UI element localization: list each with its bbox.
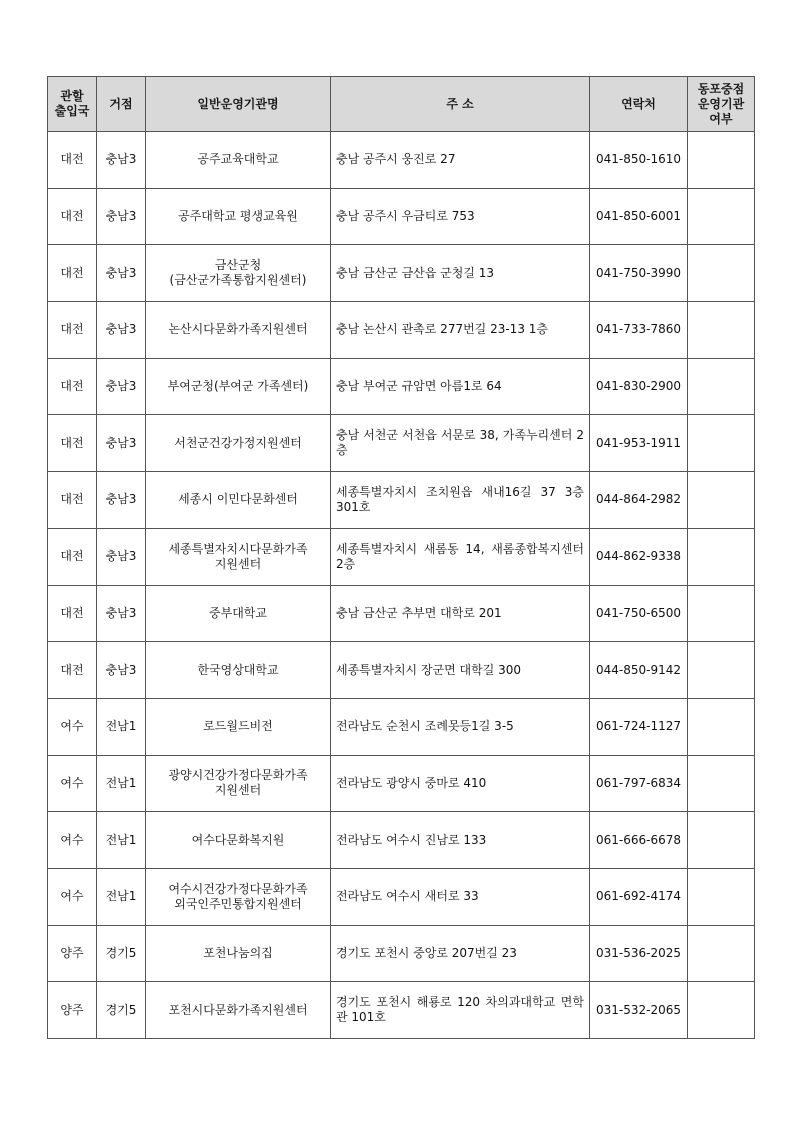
cell-address: 충남 금산군 금산읍 군청길 13 — [331, 245, 590, 302]
table-row — [48, 585, 755, 642]
cell-office: 여수 — [48, 698, 97, 755]
cell-org: 논산시다문화가족지원센터 — [146, 302, 331, 359]
cell-org: 서천군건강가정지원센터 — [146, 415, 331, 472]
header-base: 거점 — [97, 77, 146, 132]
cell-org — [146, 528, 331, 585]
cell-office: 대전 — [48, 642, 97, 699]
cell-compatriot — [688, 868, 755, 925]
cell-address: 전라남도 여수시 새터로 33 — [331, 868, 590, 925]
cell-address: 세종특별자치시 조치원읍 새내16길 37 3층 301호 — [331, 472, 590, 529]
cell-address: 전라남도 순천시 조례못등1길 3-5 — [331, 698, 590, 755]
cell-base: 충남3 — [97, 472, 146, 529]
cell-compatriot — [688, 415, 755, 472]
cell-office: 대전 — [48, 528, 97, 585]
cell-phone: 041-750-6500 — [590, 585, 688, 642]
cell-address: 전라남도 광양시 중마로 410 — [331, 755, 590, 812]
cell-compatriot — [688, 528, 755, 585]
cell-compatriot — [688, 245, 755, 302]
cell-compatriot — [688, 755, 755, 812]
cell-org: 한국영상대학교 — [146, 642, 331, 699]
table-row — [48, 698, 755, 755]
cell-base: 경기5 — [97, 925, 146, 982]
cell-office: 여수 — [48, 812, 97, 869]
table-row — [48, 472, 755, 529]
cell-org: 공주대학교 평생교육원 — [146, 188, 331, 245]
table-row — [48, 755, 755, 812]
cell-base: 전남1 — [97, 812, 146, 869]
cell-phone: 061-666-6678 — [590, 812, 688, 869]
cell-office: 여수 — [48, 868, 97, 925]
table-row — [48, 132, 755, 189]
cell-org: 중부대학교 — [146, 585, 331, 642]
table-row — [48, 982, 755, 1039]
cell-phone: 041-830-2900 — [590, 358, 688, 415]
org-line: 지원센터 — [214, 556, 262, 571]
cell-phone: 061-797-6834 — [590, 755, 688, 812]
cell-base: 경기5 — [97, 982, 146, 1039]
cell-phone: 044-850-9142 — [590, 642, 688, 699]
cell-office: 여수 — [48, 755, 97, 812]
cell-org: 포천시다문화가족지원센터 — [146, 982, 331, 1039]
cell-base: 충남3 — [97, 415, 146, 472]
header-row — [48, 77, 755, 132]
institution-table — [47, 76, 755, 1039]
cell-compatriot — [688, 302, 755, 359]
cell-base: 충남3 — [97, 642, 146, 699]
org-line: 여수시건강가정다문화가족 — [168, 881, 308, 896]
cell-address: 충남 서천군 서천읍 서문로 38, 가족누리센터 2층 — [331, 415, 590, 472]
table-row — [48, 245, 755, 302]
cell-address: 경기도 포천시 해룡로 120 차의과대학교 면학관 101호 — [331, 982, 590, 1039]
cell-base: 전남1 — [97, 868, 146, 925]
org-line: 금산군청 — [214, 258, 262, 273]
cell-compatriot — [688, 982, 755, 1039]
cell-org — [146, 868, 331, 925]
cell-org: 포천나눔의집 — [146, 925, 331, 982]
cell-address: 세종특별자치시 새롬동 14, 새롬종합복지센터 2층 — [331, 528, 590, 585]
table-row — [48, 415, 755, 472]
org-line: 광양시건강가정다문화가족 — [168, 768, 308, 783]
table-row — [48, 642, 755, 699]
cell-compatriot — [688, 358, 755, 415]
table-row — [48, 358, 755, 415]
table-row — [48, 188, 755, 245]
cell-compatriot — [688, 585, 755, 642]
cell-org — [146, 245, 331, 302]
cell-address: 충남 논산시 관촉로 277번길 23-13 1층 — [331, 302, 590, 359]
cell-office: 대전 — [48, 132, 97, 189]
cell-address: 전라남도 여수시 진남로 133 — [331, 812, 590, 869]
cell-phone: 041-750-3990 — [590, 245, 688, 302]
cell-phone: 044-862-9338 — [590, 528, 688, 585]
cell-compatriot — [688, 472, 755, 529]
cell-phone: 041-850-6001 — [590, 188, 688, 245]
cell-phone: 061-724-1127 — [590, 698, 688, 755]
table-row — [48, 925, 755, 982]
cell-office: 대전 — [48, 245, 97, 302]
org-line: 외국인주민통합지원센터 — [174, 896, 302, 911]
cell-org: 공주교육대학교 — [146, 132, 331, 189]
cell-org: 여수다문화복지원 — [146, 812, 331, 869]
cell-base: 충남3 — [97, 302, 146, 359]
header-address: 주 소 — [331, 77, 590, 132]
cell-compatriot — [688, 812, 755, 869]
cell-address: 충남 공주시 우금티로 753 — [331, 188, 590, 245]
cell-org: 로드월드비전 — [146, 698, 331, 755]
table-row — [48, 528, 755, 585]
cell-phone: 041-733-7860 — [590, 302, 688, 359]
cell-base: 전남1 — [97, 755, 146, 812]
cell-phone: 031-536-2025 — [590, 925, 688, 982]
cell-base: 충남3 — [97, 245, 146, 302]
org-line: (금산군가족통합지원센터) — [169, 273, 307, 288]
cell-phone: 041-850-1610 — [590, 132, 688, 189]
table-row — [48, 868, 755, 925]
table-row — [48, 302, 755, 359]
cell-office: 대전 — [48, 472, 97, 529]
cell-address: 충남 부여군 규암면 아름1로 64 — [331, 358, 590, 415]
org-line: 지원센터 — [214, 783, 262, 798]
header-phone: 연락처 — [590, 77, 688, 132]
cell-phone: 044-864-2982 — [590, 472, 688, 529]
cell-office: 양주 — [48, 925, 97, 982]
cell-compatriot — [688, 698, 755, 755]
table-body — [48, 132, 755, 1039]
cell-org: 부여군청(부여군 가족센터) — [146, 358, 331, 415]
cell-base: 충남3 — [97, 528, 146, 585]
cell-office: 대전 — [48, 358, 97, 415]
cell-compatriot — [688, 188, 755, 245]
header-compatriot: 동포중점 운영기관 여부 — [688, 77, 755, 132]
cell-org — [146, 755, 331, 812]
cell-address: 충남 금산군 추부면 대학로 201 — [331, 585, 590, 642]
cell-compatriot — [688, 132, 755, 189]
header-org: 일반운영기관명 — [146, 77, 331, 132]
cell-compatriot — [688, 925, 755, 982]
cell-office: 양주 — [48, 982, 97, 1039]
cell-phone: 041-953-1911 — [590, 415, 688, 472]
org-line: 세종특별자치시다문화가족 — [168, 541, 308, 556]
cell-phone: 031-532-2065 — [590, 982, 688, 1039]
cell-office: 대전 — [48, 302, 97, 359]
cell-base: 충남3 — [97, 132, 146, 189]
header-office: 관할 출입국 — [48, 77, 97, 132]
cell-address: 충남 공주시 웅진로 27 — [331, 132, 590, 189]
cell-address: 세종특별자치시 장군면 대학길 300 — [331, 642, 590, 699]
cell-base: 충남3 — [97, 188, 146, 245]
table-row — [48, 812, 755, 869]
cell-address: 경기도 포천시 중앙로 207번길 23 — [331, 925, 590, 982]
cell-base: 충남3 — [97, 585, 146, 642]
cell-base: 전남1 — [97, 698, 146, 755]
cell-compatriot — [688, 642, 755, 699]
cell-office: 대전 — [48, 415, 97, 472]
cell-phone: 061-692-4174 — [590, 868, 688, 925]
cell-office: 대전 — [48, 585, 97, 642]
cell-base: 충남3 — [97, 358, 146, 415]
cell-org: 세종시 이민다문화센터 — [146, 472, 331, 529]
cell-office: 대전 — [48, 188, 97, 245]
